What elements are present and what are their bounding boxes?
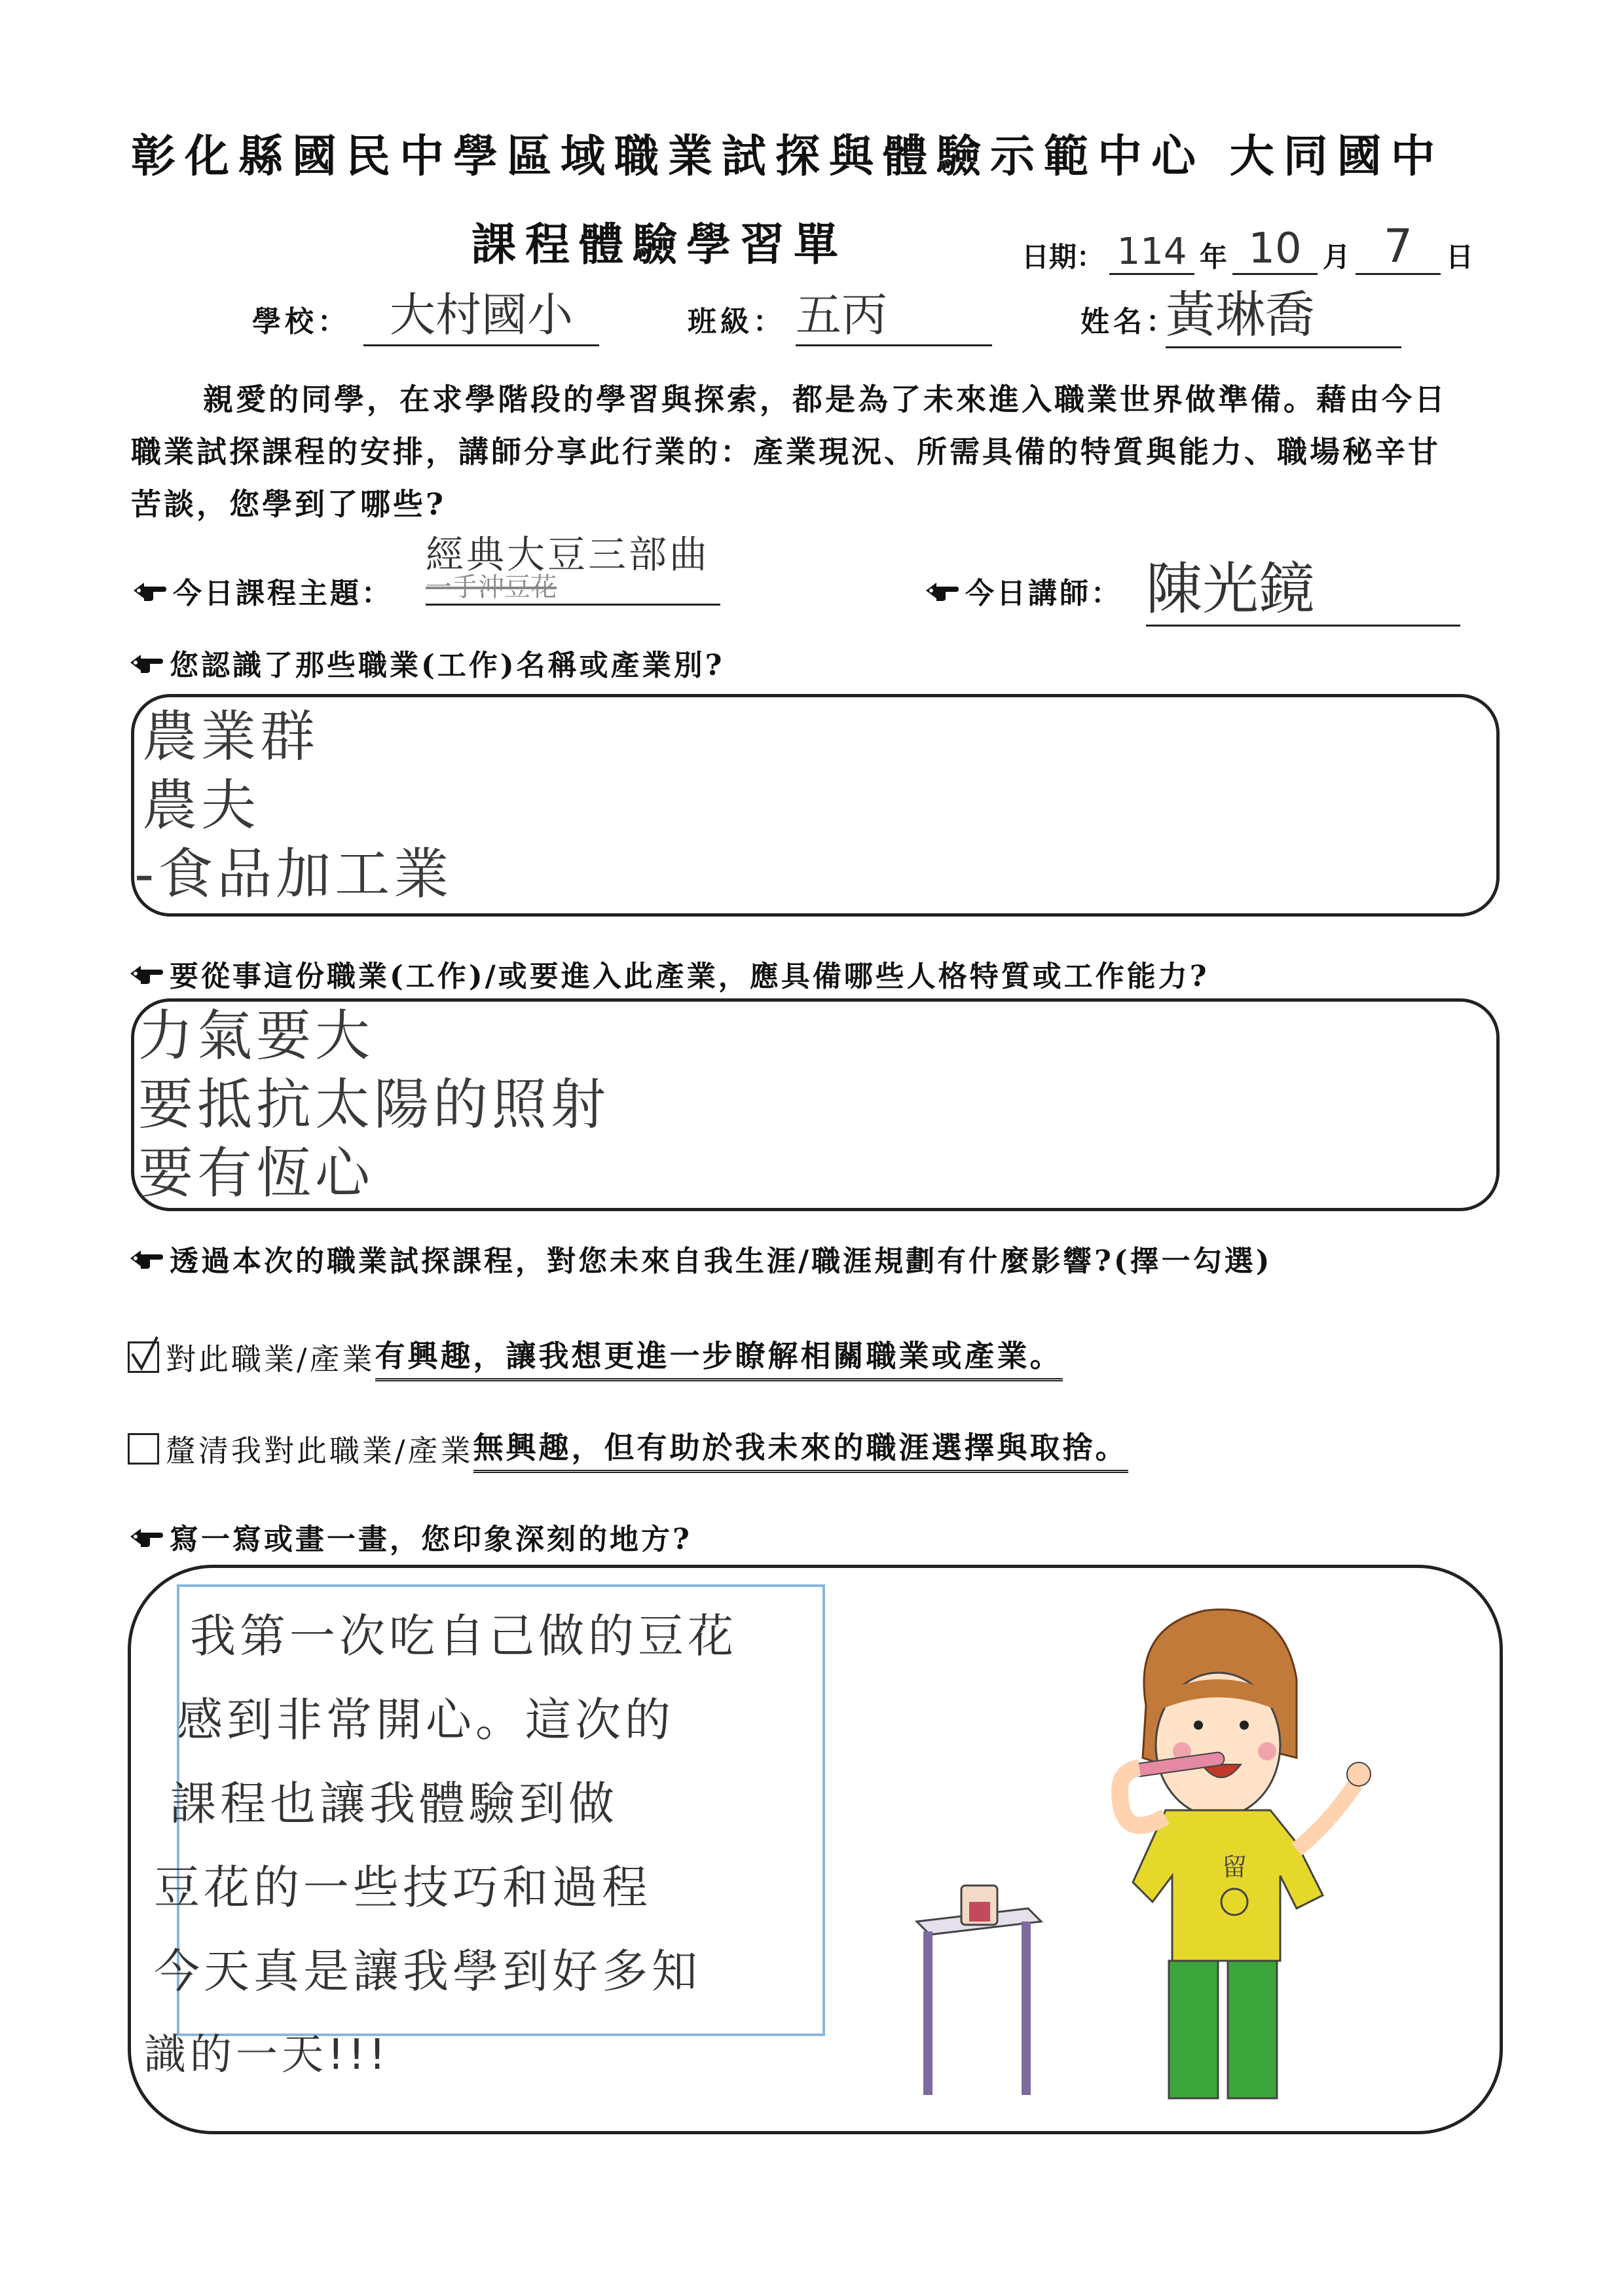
- option-interested[interactable]: [128, 1332, 1063, 1381]
- name-value: 黃琳喬: [1166, 275, 1401, 348]
- option-not-interested-emphasis: 無興趣，但有助於我未來的職涯選擇與取捨。: [473, 1424, 1128, 1473]
- q3-question: 透過本次的職業試探課程，對您未來自我生涯/職涯規劃有什麼影響?(擇一勾選): [170, 1245, 1272, 1278]
- pointing-hand-icon: [128, 1244, 166, 1273]
- q2-heading: [128, 953, 1209, 994]
- q4-line-6: 識的一天!!!: [144, 2031, 390, 2079]
- check-mark-icon: [126, 1334, 165, 1374]
- pointing-hand-icon: [128, 1522, 166, 1551]
- day-unit: 日: [1446, 241, 1474, 273]
- q1-answer-1: 農業群: [142, 704, 320, 769]
- date-label: 日期：: [1022, 241, 1105, 273]
- q4-question: 寫一寫或畫一畫，您印象深刻的地方?: [170, 1523, 692, 1556]
- option-not-interested-prefix: 釐清我對此職業/產業: [166, 1432, 473, 1468]
- shirt-text: 留: [1221, 1853, 1247, 1882]
- q3-heading: [128, 1237, 1272, 1279]
- topic-label: 今日課程主題：: [173, 577, 393, 610]
- intro-paragraph: 親愛的同學，在求學階段的學習與探索，都是為了未來進入職業世界做準備。藉由今日職業試探課程的安排，講師分享此行業的：產業現況、所需具備的特質與能力、職場秘辛甘苦談，您學到了哪些?: [131, 382, 1447, 522]
- q1-heading: [128, 642, 724, 683]
- q4-line-5: 今天真是讓我學到好多知: [154, 1944, 701, 1998]
- q2-answer-1: 力氣要大: [138, 1004, 375, 1068]
- date-year: 114: [1109, 230, 1194, 275]
- q1-answer-2: 農夫: [142, 773, 261, 837]
- topic-line-1: 經典大豆三部曲: [426, 532, 710, 577]
- option-interested-checkbox[interactable]: [128, 1341, 159, 1373]
- teacher-label-row: [923, 570, 1122, 611]
- pointing-hand-icon: [128, 959, 166, 988]
- school-value: 大村國小: [363, 278, 599, 346]
- q2-question: 要從事這份職業(工作)/或要進入此產業，應具備哪些人格特質或工作能力?: [170, 960, 1209, 993]
- q4-line-3: 課程也讓我體驗到做: [170, 1777, 618, 1831]
- q1-question: 您認識了那些職業(工作)名稱或產業別?: [170, 649, 725, 682]
- pointing-hand-icon: [128, 648, 166, 677]
- q4-drawing-box: [128, 1565, 1503, 2134]
- month-unit: 月: [1323, 241, 1351, 273]
- q4-heading: [128, 1516, 692, 1558]
- option-not-interested-checkbox[interactable]: [128, 1433, 159, 1465]
- child-figure: [1120, 1609, 1371, 2098]
- topic-label-row: [131, 570, 393, 611]
- topic-line-2: 一手沖豆花: [426, 566, 720, 606]
- q1-answer-3: -食品加工業: [134, 842, 453, 906]
- child-drawing: [904, 1594, 1480, 2105]
- option-not-interested[interactable]: [128, 1424, 1128, 1473]
- q4-line-4: 豆花的一些技巧和過程: [154, 1861, 652, 1914]
- q4-line-1: 我第一次吃自己做的豆花: [190, 1609, 737, 1663]
- q2-answer-box: [131, 998, 1500, 1211]
- q2-answer-2: 要抵抗太陽的照射: [138, 1072, 610, 1137]
- teacher-label: 今日講師：: [965, 577, 1122, 610]
- q1-answer-box: [131, 694, 1500, 917]
- q2-answer-3: 要有恆心: [138, 1141, 375, 1205]
- name-label: 姓名：: [1080, 305, 1179, 338]
- date-month: 10: [1232, 225, 1318, 275]
- date-day: 7: [1356, 219, 1441, 275]
- class-value: 五丙: [796, 278, 992, 346]
- option-interested-prefix: 對此職業/產業: [166, 1341, 375, 1377]
- document-title: 彰化縣國民中學區域職業試探與體驗示範中心 大同國中: [131, 130, 1445, 183]
- pointing-hand-icon: [131, 576, 169, 605]
- table-illustration: [917, 1886, 1041, 2095]
- year-unit: 年: [1200, 241, 1228, 273]
- q4-line-2: 感到非常開心。這次的: [177, 1693, 674, 1747]
- pointing-hand-icon: [923, 576, 961, 605]
- school-label: 學校：: [252, 305, 350, 338]
- teacher-value: 陳光鏡: [1146, 543, 1460, 627]
- class-label: 班級：: [688, 305, 786, 338]
- document-subtitle: 課程體驗學習單: [471, 219, 848, 271]
- option-interested-emphasis: 有興趣，讓我想更進一步瞭解相關職業或產業。: [375, 1332, 1063, 1381]
- date-row: [1022, 219, 1473, 275]
